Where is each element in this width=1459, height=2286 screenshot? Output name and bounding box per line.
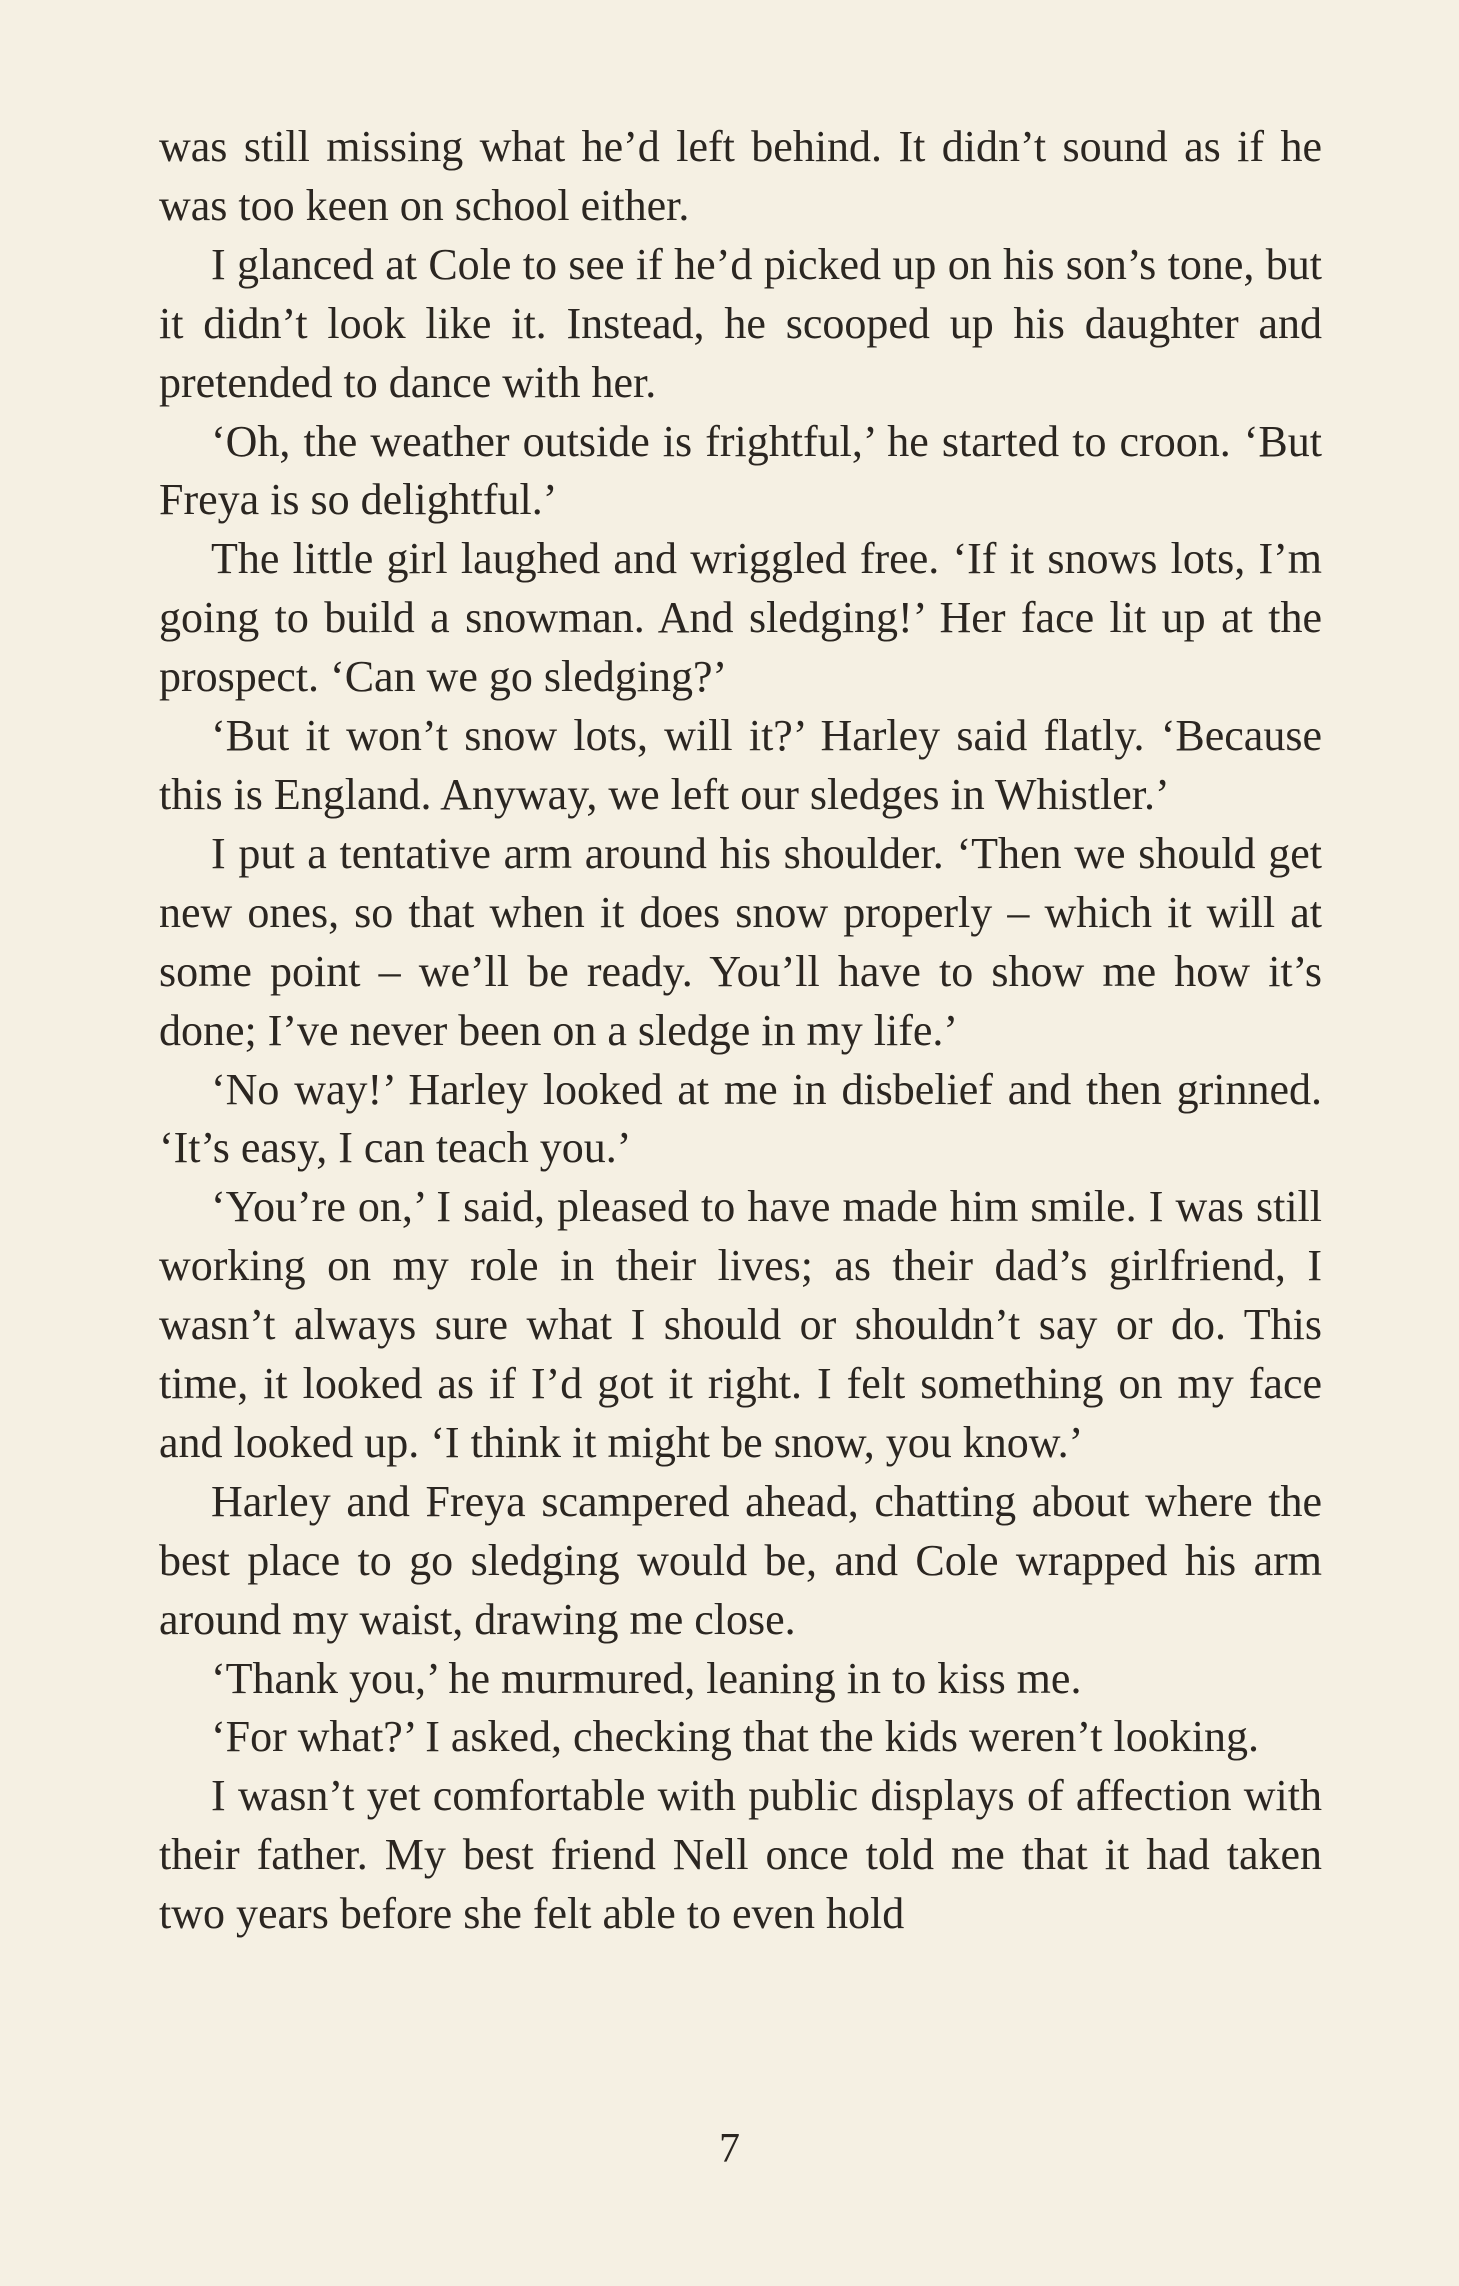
paragraph: The little girl laughed and wriggled free. ‘If it snows lots, I’m going to build a snowman. And sledging!’ Her face lit up at the prospect. ‘Can we go sledging?’ [159, 534, 1322, 702]
paragraph: ‘You’re on,’ I said, pleased to have made him smile. I was still working on my role in their lives; as their dad’s girlfriend, I wasn’t always sure what I should or shouldn’t say or do. This time, it looked as if I’d got it right. I felt something on my face and looked up. ‘I think it might be snow, you know.’ [159, 1182, 1322, 1467]
page-number: 7 [719, 2126, 740, 2172]
paragraph: I put a tentative arm around his shoulder. ‘Then we should get new ones, so that when it does snow properly – which it will at some point – we’ll be ready. You’ll have to show me how it’s done; I’ve never been on a sledge in my life.’ [159, 828, 1322, 1055]
paragraph: ‘Oh, the weather outside is frightful,’ he started to croon. ‘But Freya is so delightful.’ [159, 416, 1322, 525]
paragraph: was still missing what he’d left behind. It didn’t sound as if he was too keen on school either. [159, 122, 1322, 230]
paragraph: ‘But it won’t snow lots, will it?’ Harley said flatly. ‘Because this is England. Anyway, we left our sledges in Whistler.’ [159, 711, 1322, 819]
paragraph: ‘Thank you,’ he murmured, leaning in to kiss me. [211, 1653, 1082, 1703]
paragraph: Harley and Freya scampered ahead, chatting about where the best place to go sledging would be, and Cole wrapped his arm around my waist, drawing me close. [159, 1476, 1322, 1644]
paragraph: ‘No way!’ Harley looked at me in disbelief and then grinned. ‘It’s easy, I can teach you.’ [159, 1064, 1322, 1173]
paragraph: I wasn’t yet comfortable with public displays of affection with their father. My best friend Nell once told me that it had taken two years before she felt able to even hold [159, 1771, 1322, 1939]
body-text [159, 118, 1322, 1944]
paragraph: I glanced at Cole to see if he’d picked up on his son’s tone, but it didn’t look like it. Instead, he scooped up his daughter and pretended to dance with her. [159, 239, 1322, 407]
paragraph: ‘For what?’ I asked, checking that the kids weren’t looking. [211, 1712, 1259, 1762]
